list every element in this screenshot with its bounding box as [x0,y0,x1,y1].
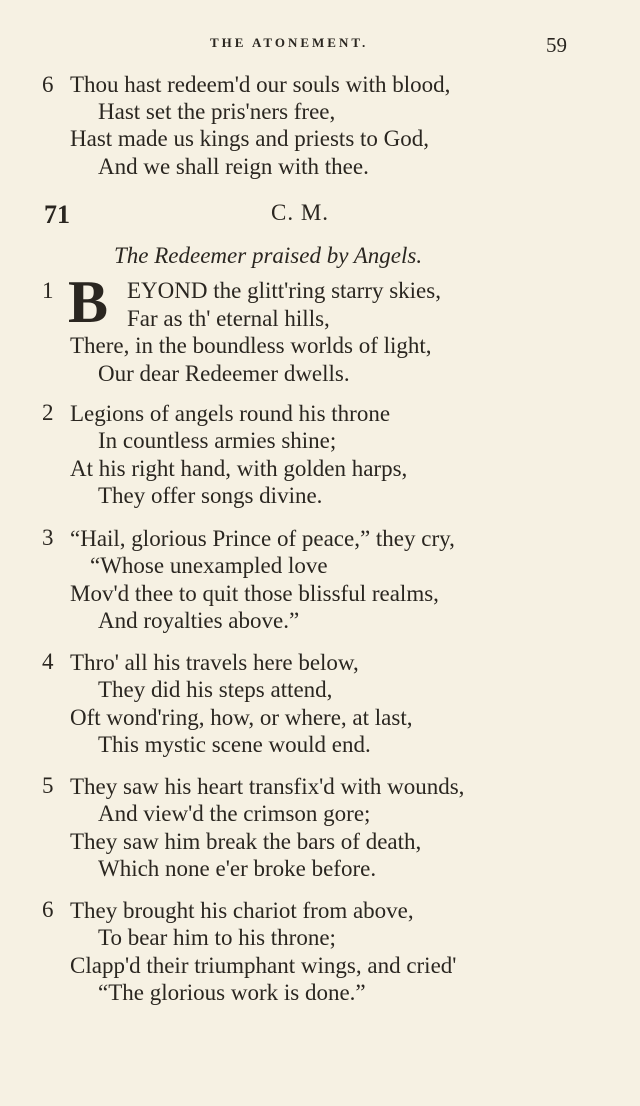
verse-line: Mov'd thee to quit those blissful realms, [70,581,439,606]
verse-line: They offer songs divine. [98,483,323,508]
verse-line: In countless armies shine; [98,428,337,453]
verse-number: 5 [42,773,54,798]
verse-number: 6 [42,72,54,97]
hymn-number: 71 [44,200,70,229]
verse-line: “Hail, glorious Prince of peace,” they cry, [70,526,455,551]
verse-line: They saw his heart transfix'd with wounds, [70,774,465,799]
verse-line: Hast set the pris'ners free, [98,99,336,124]
hymn-title: The Redeemer praised by Angels. [114,243,423,268]
verse-line: Which none e'er broke before. [98,856,377,881]
verse-number: 1 [42,278,54,303]
verse-line: And view'd the crimson gore; [98,801,371,826]
verse-line: At his right hand, with golden harps, [70,456,408,481]
verse-number: 3 [42,525,54,550]
verse-number: 6 [42,897,54,922]
verse-line: “The glorious work is done.” [98,980,366,1005]
verse-line: This mystic scene would end. [98,732,371,757]
verse-number: 2 [42,400,54,425]
hymn-meter: C. M. [271,200,330,225]
verse-line: Legions of angels round his throne [70,401,391,426]
verse-line: Oft wond'ring, how, or where, at last, [70,705,413,730]
verse-line: They saw him break the bars of death, [70,829,422,854]
verse-number: 4 [42,649,54,674]
verse-line: To bear him to his throne; [98,925,336,950]
drop-cap: B [68,269,109,335]
verse-line: They did his steps attend, [98,677,333,702]
running-title: THE ATONEMENT. [210,35,369,50]
verse-line: “Whose unexampled love [90,553,328,578]
verse-line: There, in the boundless worlds of light, [70,333,432,358]
verse-line: Thou hast redeem'd our souls with blood, [70,72,451,97]
running-head [0,33,640,55]
verse-line: EYOND the glitt'ring starry skies, [127,278,441,303]
verse-line: And royalties above.” [98,608,300,633]
verse-line: Clapp'd their triumphant wings, and cried' [70,953,457,978]
verse-line: They brought his chariot from above, [70,898,414,923]
verse-line: And we shall reign with thee. [98,154,369,179]
verse-line: Far as th' eternal hills, [127,306,330,331]
verse-line: Our dear Redeemer dwells. [98,361,350,386]
verse-line: Thro' all his travels here below, [70,650,359,675]
page-number: 59 [546,33,567,57]
verse-line: Hast made us kings and priests to God, [70,126,430,151]
